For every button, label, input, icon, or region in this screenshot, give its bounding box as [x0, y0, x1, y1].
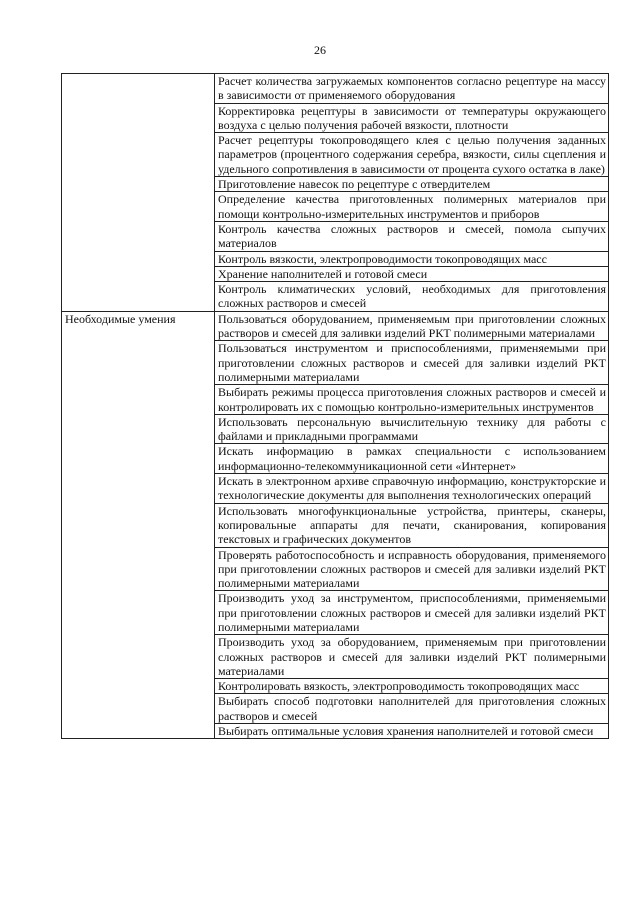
- requirement-item: Пользоваться оборудованием, применяемым при приготовлении сложных растворов и смесей для заливки изделий РКТ полимерными материалами: [215, 311, 609, 341]
- requirement-item: Искать информацию в рамках специальности с использованием информационно-телекоммуникационной сети «Интернет»: [215, 444, 609, 474]
- table-row: [62, 74, 609, 104]
- requirement-item: Производить уход за инструментом, приспособлениями, применяемыми при приготовлении сложных растворов и смесей для заливки изделий РКТ полимерными материалами: [215, 591, 609, 635]
- requirement-item: Пользоваться инструментом и приспособлениями, применяемыми при приготовлении сложных растворов и смесей для заливки изделий РКТ полимерными материалами: [215, 341, 609, 385]
- category-cell-empty: [62, 74, 215, 312]
- requirement-item: Контроль климатических условий, необходимых для приготовления сложных растворов и смесей: [215, 282, 609, 312]
- requirement-item: Контроль качества сложных растворов и смесей, помола сыпучих материалов: [215, 221, 609, 251]
- requirement-item: Корректировка рецептуры в зависимости от температуры окружающего воздуха с целью получения рабочей вязкости, плотности: [215, 103, 609, 133]
- requirement-item: Определение качества приготовленных полимерных материалов при помощи контрольно-измерительных инструментов и приборов: [215, 192, 609, 222]
- requirement-item: Приготовление навесок по рецептуре с отвердителем: [215, 177, 609, 192]
- category-cell: Необходимые умения: [62, 311, 215, 739]
- requirement-item: Хранение наполнителей и готовой смеси: [215, 266, 609, 281]
- requirement-item: Использовать многофункциональные устройства, принтеры, сканеры, копировальные аппараты для печати, сканирования, копирования текстовых и графических документов: [215, 503, 609, 547]
- requirements-table-body: [62, 74, 609, 739]
- requirement-item: Расчет рецептуры токопроводящего клея с целью получения заданных параметров (процентного содержания серебра, вязкости, силы сцепления и удельного сопротивления в зависимости от процента сухого остатка в лаке): [215, 133, 609, 177]
- requirement-item: Искать в электронном архиве справочную информацию, конструкторские и технологические документы для выполнения технологических операций: [215, 474, 609, 504]
- requirement-item: Контроль вязкости, электропроводимости токопроводящих масс: [215, 251, 609, 266]
- requirement-item: Расчет количества загружаемых компонентов согласно рецептуре на массу в зависимости от применяемого оборудования: [215, 74, 609, 104]
- requirement-item: Выбирать способ подготовки наполнителей для приготовления сложных растворов и смесей: [215, 694, 609, 724]
- requirements-table: [61, 73, 609, 739]
- requirement-item: Выбирать оптимальные условия хранения наполнителей и готовой смеси: [215, 724, 609, 739]
- table-row: [62, 311, 609, 341]
- requirement-item: Использовать персональную вычислительную технику для работы с файлами и прикладными программами: [215, 414, 609, 444]
- requirement-item: Проверять работоспособность и исправность оборудования, применяемого при приготовлении сложных растворов и смесей для заливки изделий РКТ полимерными материалами: [215, 547, 609, 591]
- requirement-item: Выбирать режимы процесса приготовления сложных растворов и смесей и контролировать их с помощью контрольно-измерительных инструментов: [215, 385, 609, 415]
- page-number: 26: [314, 43, 326, 57]
- requirement-item: Производить уход за оборудованием, применяемым при приготовлении сложных растворов и смесей для заливки изделий РКТ полимерными материалами: [215, 635, 609, 679]
- requirement-item: Контролировать вязкость, электропроводимость токопроводящих масс: [215, 679, 609, 694]
